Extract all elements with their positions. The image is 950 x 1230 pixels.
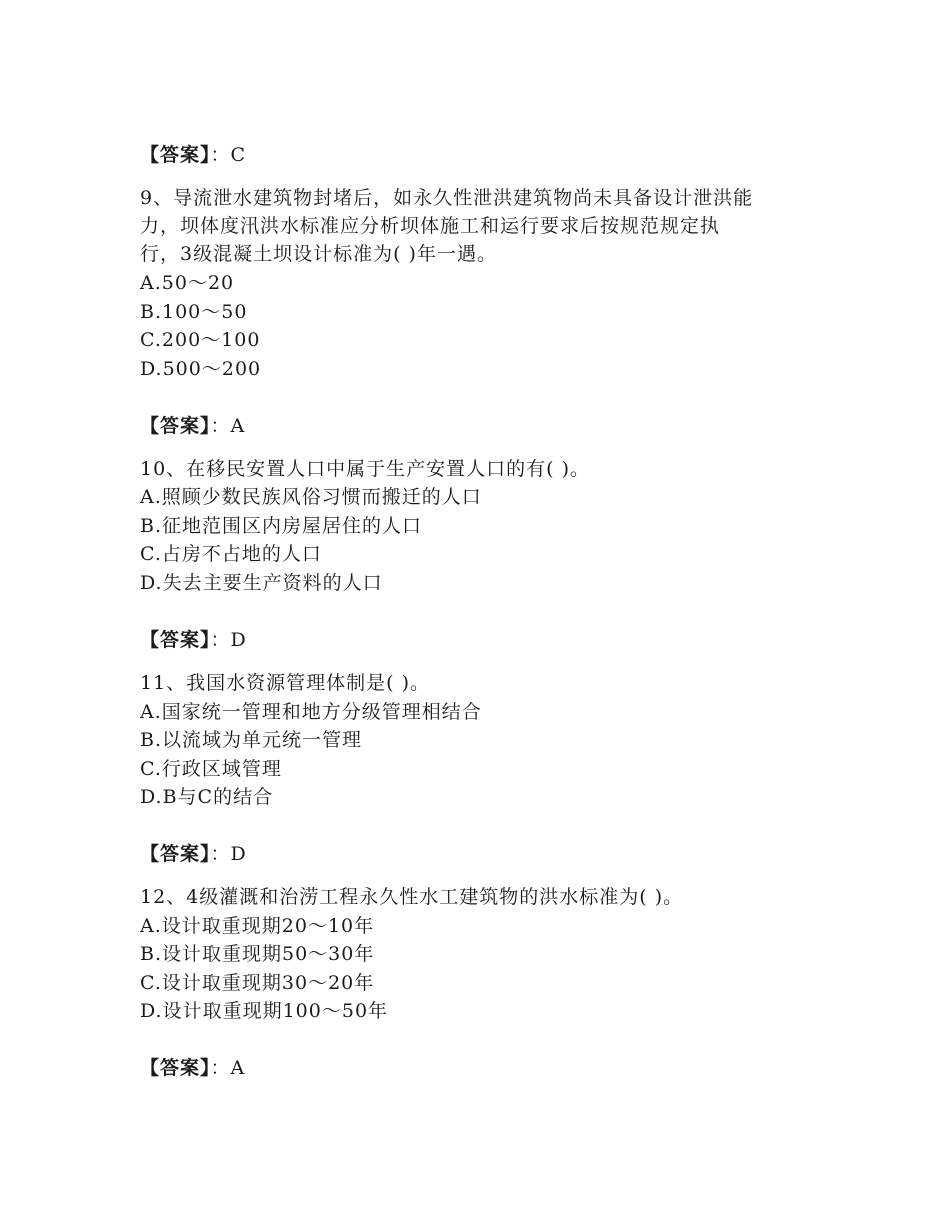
option-d: D.500～200 <box>140 358 262 380</box>
answer-separator: ： <box>210 843 231 865</box>
answer-label: 【答案】 <box>140 415 211 437</box>
option-a: A.设计取重现期20～10年 <box>140 915 375 937</box>
option-a: A.照顾少数民族风俗习惯而搬迁的人口 <box>140 486 482 508</box>
question-stem-line: 9、导流泄水建筑物封堵后，如永久性泄洪建筑物尚未具备设计泄洪能 <box>140 187 754 209</box>
option-a: A.50～20 <box>140 272 235 294</box>
option-d: D.B与C的结合 <box>140 786 274 808</box>
option-b: B.设计取重现期50～30年 <box>140 943 375 965</box>
option-c: C.设计取重现期30～20年 <box>140 972 375 994</box>
question-stem-line: 11、我国水资源管理体制是( )。 <box>140 672 431 694</box>
option-d: D.失去主要生产资料的人口 <box>140 572 383 594</box>
answer-separator: ： <box>210 629 231 651</box>
option-d: D.设计取重现期100～50年 <box>140 1000 389 1022</box>
answer-label: 【答案】 <box>140 144 211 166</box>
answer-line <box>140 1055 840 1081</box>
answer-value: D <box>230 843 247 865</box>
answer-value: C <box>230 144 247 166</box>
answer-separator: ： <box>210 1057 231 1079</box>
answer-separator: ： <box>210 144 231 166</box>
answer-value: A <box>230 1057 246 1079</box>
option-b: B.100～50 <box>140 301 248 323</box>
option-b: B.征地范围区内房屋居住的人口 <box>140 515 423 537</box>
answer-line <box>140 627 840 653</box>
option-c: C.占房不占地的人口 <box>140 543 322 565</box>
answer-value: D <box>230 629 247 651</box>
option-c: C.200～100 <box>140 329 261 351</box>
option-a: A.国家统一管理和地方分级管理相结合 <box>140 701 482 723</box>
option-b: B.以流域为单元统一管理 <box>140 729 363 751</box>
answer-label: 【答案】 <box>140 843 211 865</box>
option-c: C.行政区域管理 <box>140 758 282 780</box>
answer-line <box>140 413 840 439</box>
answer-label: 【答案】 <box>140 629 211 651</box>
answer-label: 【答案】 <box>140 1057 211 1079</box>
answer-line <box>140 142 840 168</box>
question-stem-line: 10、在移民安置人口中属于生产安置人口的有( )。 <box>140 458 591 480</box>
answer-value: A <box>230 415 246 437</box>
question-stem-line: 12、4级灌溉和治涝工程永久性水工建筑物的洪水标准为( )。 <box>140 886 684 908</box>
answer-separator: ： <box>210 415 231 437</box>
question-stem-line: 行，3级混凝土坝设计标准为( )年一遇。 <box>140 243 497 265</box>
question-stem-line: 力，坝体度汛洪水标准应分析坝体施工和运行要求后按规范规定执 <box>140 215 721 237</box>
answer-line <box>140 841 840 867</box>
